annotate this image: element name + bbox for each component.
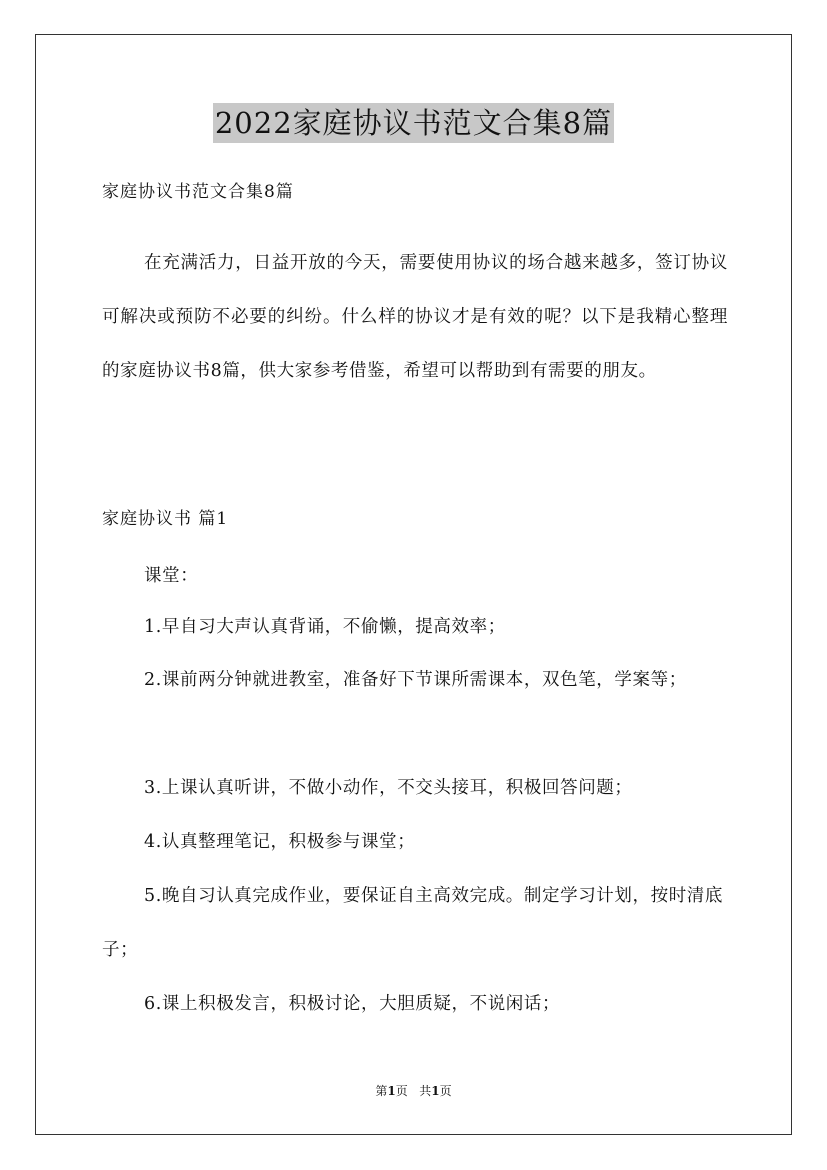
list-item: 1.早自习大声认真背诵，不偷懒，提高效率； bbox=[144, 617, 506, 637]
list-item: 4.认真整理笔记，积极参与课堂； bbox=[144, 832, 416, 852]
list-item: 6.课上积极发言，积极讨论，大胆质疑，不说闲话； bbox=[144, 994, 561, 1014]
document-title: 2022家庭协议书范文合集8篇 bbox=[213, 103, 614, 143]
intro-paragraph: 在充满活力，日益开放的今天，需要使用协议的场合越来越多，签订协议可解决或预防不必要的纠纷。什么样的协议才是有效的呢？以下是我精心整理的家庭协议书8篇，供大家参考借鉴，希望可以帮助到有需要的朋友。 bbox=[102, 253, 728, 381]
section-heading: 家庭协议书 篇1 bbox=[102, 509, 229, 529]
list-item: 5.晚自习认真完成作业，要保证自主高效完成。制定学习计划，按时清底子； bbox=[102, 886, 723, 960]
list-item: 课堂： bbox=[144, 566, 199, 586]
total-prefix: 共 bbox=[419, 1084, 432, 1098]
list-item: 3.上课认真听讲，不做小动作，不交头接耳，积极回答问题； bbox=[144, 778, 633, 798]
page-prefix: 第 bbox=[375, 1084, 388, 1098]
title-container bbox=[0, 103, 827, 143]
list-item: 2.课前两分钟就进教室，准备好下节课所需课本，双色笔，学案等； bbox=[144, 670, 687, 690]
page-suffix: 页 bbox=[395, 1084, 408, 1098]
page-number: 1 bbox=[387, 1084, 396, 1098]
total-suffix: 页 bbox=[439, 1084, 452, 1098]
total-number: 1 bbox=[431, 1084, 440, 1098]
page-footer bbox=[0, 1083, 827, 1099]
document-subtitle: 家庭协议书范文合集8篇 bbox=[102, 182, 294, 202]
